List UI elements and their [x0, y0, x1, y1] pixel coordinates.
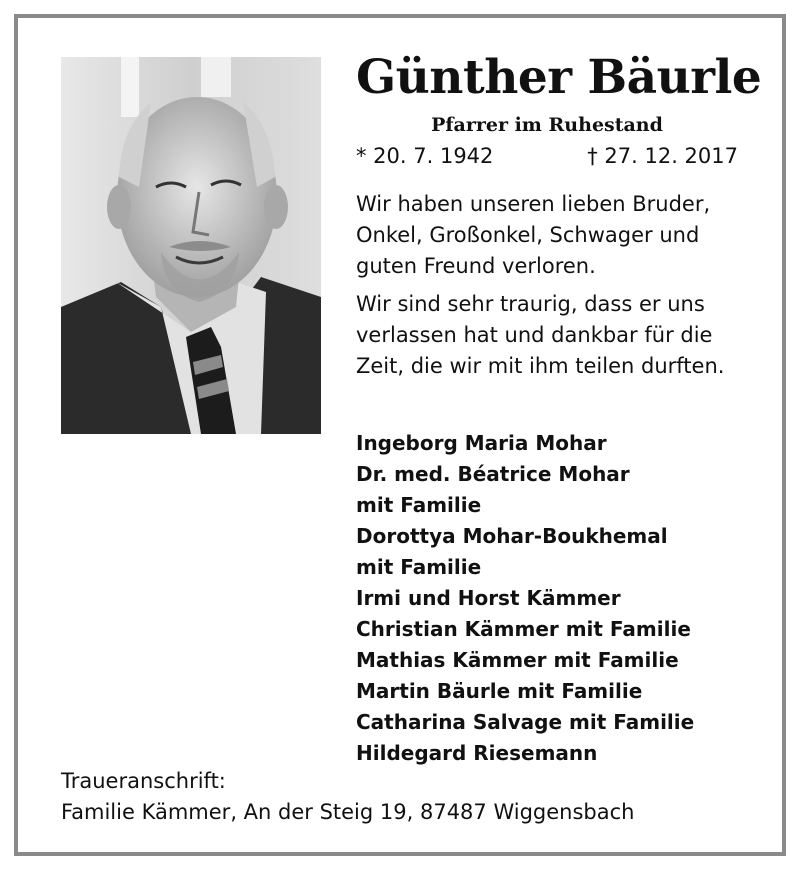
mourner-line: Irmi und Horst Kämmer	[356, 586, 621, 610]
deceased-title: Pfarrer im Ruhestand	[431, 114, 663, 136]
address-label: Traueranschrift:	[61, 769, 226, 793]
mourner-line: Dr. med. Béatrice Mohar	[356, 462, 630, 486]
mourner-line: Christian Kämmer mit Familie	[356, 617, 691, 641]
mourning-address	[61, 766, 761, 828]
mourner-line: Martin Bäurle mit Familie	[356, 679, 643, 703]
death-date: † 27. 12. 2017	[587, 144, 738, 168]
birth-date: * 20. 7. 1942	[356, 144, 494, 168]
mourner-line: mit Familie	[356, 493, 482, 517]
mourner-line: Mathias Kämmer mit Familie	[356, 648, 679, 672]
mourners-list	[356, 428, 756, 769]
address-line: Familie Kämmer, An der Steig 19, 87487 Wiggensbach	[61, 800, 635, 824]
mourner-line: Catharina Salvage mit Familie	[356, 710, 695, 734]
mourner-line: Dorottya Mohar-Boukhemal	[356, 524, 668, 548]
mourner-line: Hildegard Riesemann	[356, 741, 598, 765]
deceased-name: Günther Bäurle	[356, 50, 762, 105]
mourner-line: mit Familie	[356, 555, 482, 579]
portrait-photo	[61, 57, 321, 434]
mourning-text-1: Wir haben unseren lieben Bruder, Onkel, Großonkel, Schwager und guten Freund verloren.	[356, 192, 711, 278]
portrait-illustration	[61, 57, 321, 434]
mourner-line: Ingeborg Maria Mohar	[356, 431, 607, 455]
mourning-text-2: Wir sind sehr traurig, dass er uns verlassen hat und dankbar für die Zeit, die wir mit ihm teilen durften.	[356, 292, 725, 378]
